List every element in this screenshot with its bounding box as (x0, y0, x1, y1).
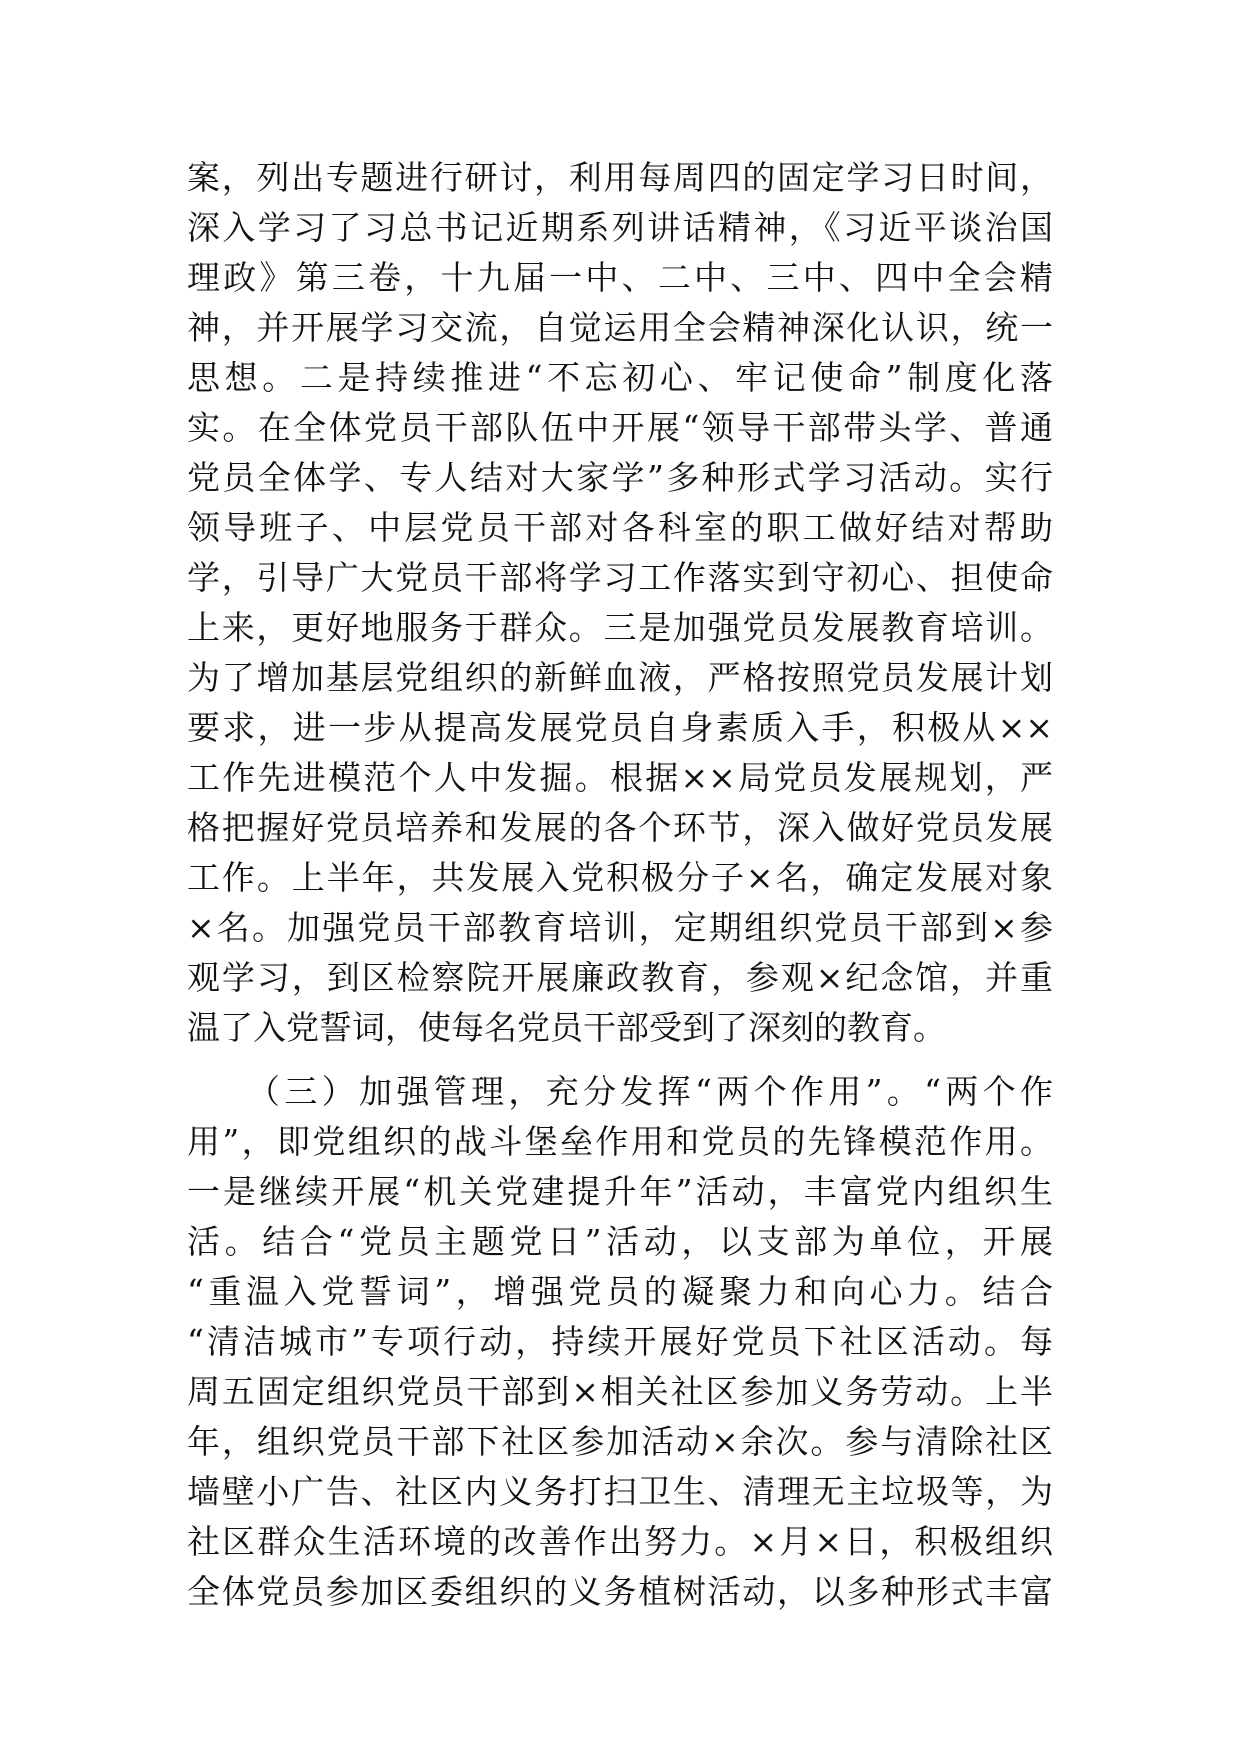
paragraph-1 (187, 153, 1053, 1053)
text-line: 上来，更好地服务于群众。三是加强党员发展教育培训。 (187, 608, 1053, 647)
text-line: 一是继续开展“机关党建提升年”活动，丰富党内组织生 (187, 1172, 1053, 1211)
text-line: 神，并开展学习交流，自觉运用全会精神深化认识，统一 (187, 308, 1053, 347)
text-line: 工作。上半年，共发展入党积极分子×名，确定发展对象 (187, 858, 1053, 897)
text-line: ×名。加强党员干部教育培训，定期组织党员干部到×参 (187, 908, 1053, 947)
text-line: 温了入党誓词，使每名党员干部受到了深刻的教育。 (187, 1008, 946, 1047)
text-line: 学，引导广大党员干部将学习工作落实到守初心、担使命 (187, 558, 1053, 597)
text-line: 格把握好党员培养和发展的各个环节，深入做好党员发展 (187, 808, 1053, 847)
text-line: 领导班子、中层党员干部对各科室的职工做好结对帮助 (187, 508, 1053, 547)
text-line: 思想。二是持续推进“不忘初心、牢记使命”制度化落 (187, 358, 1053, 397)
text-line: 党员全体学、专人结对大家学”多种形式学习活动。实行 (187, 458, 1053, 497)
text-line: 活。结合“党员主题党日”活动，以支部为单位，开展 (187, 1222, 1053, 1261)
text-line: 全体党员参加区委组织的义务植树活动，以多种形式丰富 (187, 1572, 1053, 1611)
text-line: 要求，进一步从提高发展党员自身素质入手，积极从×× (187, 708, 1053, 747)
text-line: （三）加强管理，充分发挥“两个作用”。“两个作 (247, 1072, 1053, 1111)
text-line: 实。在全体党员干部队伍中开展“领导干部带头学、普通 (187, 408, 1053, 447)
text-line: 观学习，到区检察院开展廉政教育，参观×纪念馆，并重 (187, 958, 1053, 997)
text-line: 社区群众生活环境的改善作出努力。×月×日，积极组织 (187, 1522, 1053, 1561)
text-line: 周五固定组织党员干部到×相关社区参加义务劳动。上半 (187, 1372, 1053, 1411)
text-line: “重温入党誓词”，增强党员的凝聚力和向心力。结合 (187, 1272, 1053, 1311)
text-line: 为了增加基层党组织的新鲜血液，严格按照党员发展计划 (187, 658, 1053, 697)
text-line: “清洁城市”专项行动，持续开展好党员下社区活动。每 (187, 1322, 1053, 1361)
text-line: 墙壁小广告、社区内义务打扫卫生、清理无主垃圾等，为 (187, 1472, 1053, 1511)
text-line: 深入学习了习总书记近期系列讲话精神，《习近平谈治国 (187, 208, 1053, 247)
text-line: 工作先进模范个人中发掘。根据××局党员发展规划，严 (187, 758, 1053, 797)
document-body (187, 153, 1053, 1617)
text-line: 案，列出专题进行研讨，利用每周四的固定学习日时间， (187, 158, 1053, 197)
text-line: 用”，即党组织的战斗堡垒作用和党员的先锋模范作用。 (187, 1122, 1053, 1161)
text-line: 理政》第三卷，十九届一中、二中、三中、四中全会精 (187, 258, 1053, 297)
paragraph-2 (187, 1067, 1053, 1617)
text-line: 年，组织党员干部下社区参加活动×余次。参与清除社区 (187, 1422, 1053, 1461)
